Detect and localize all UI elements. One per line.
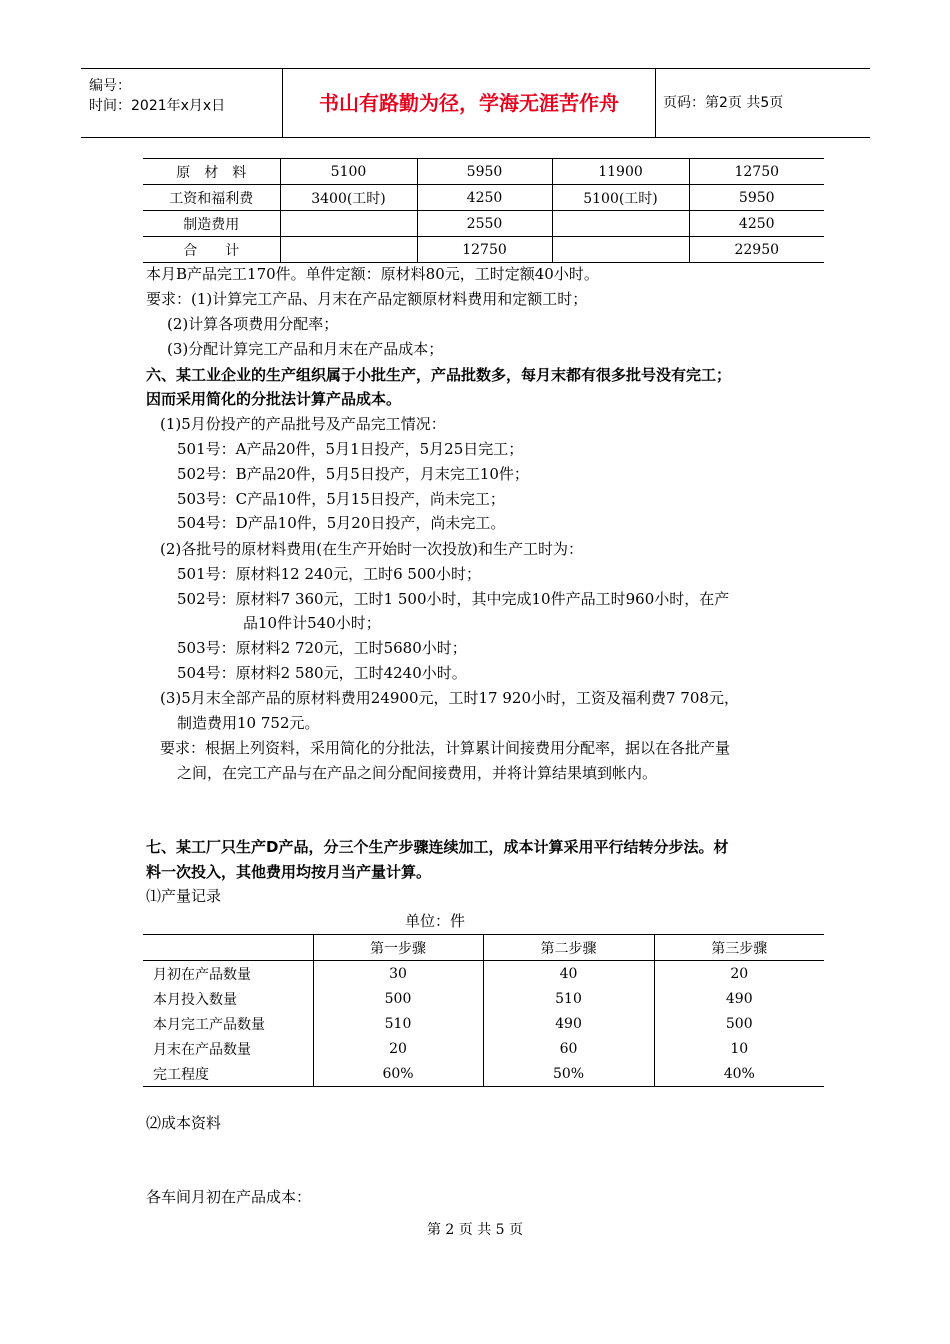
table-cell: 4250	[689, 211, 824, 237]
table-row	[143, 1036, 824, 1061]
table-header-cell: 第二步骤	[483, 935, 654, 961]
table-cell: 原 材 料	[143, 159, 280, 185]
text-line: 制造费用10 752元。	[177, 714, 320, 732]
table-cell: 40%	[654, 1061, 824, 1087]
table-cell: 11900	[552, 159, 689, 185]
doc-date-label: 时间：2021年x月x日	[89, 98, 226, 114]
text-line: (1)5月份投产的产品批号及产品完工情况：	[160, 415, 446, 433]
header-page-label: 页码：第2页 共5页	[663, 95, 784, 111]
text-line: ⑴产量记录	[146, 887, 222, 905]
table-cell: 12750	[689, 159, 824, 185]
table-row	[143, 986, 824, 1011]
table-cell: 本月完工产品数量	[143, 1011, 313, 1036]
text-line: 503号：C产品10件，5月15日投产，尚未完工；	[177, 490, 505, 508]
header-motto: 书山有路勤为径，学海无涯苦作舟	[283, 69, 656, 137]
table-cell: 5950	[689, 185, 824, 211]
table-row	[143, 1011, 824, 1036]
output-table	[143, 934, 824, 1087]
text-line: (3)分配计算完工产品和月末在产品成本；	[167, 340, 444, 358]
table-cell: 60%	[313, 1061, 483, 1087]
text-line: (2)计算各项费用分配率；	[167, 315, 339, 333]
table-header-cell: 第一步骤	[313, 935, 483, 961]
table-row	[143, 237, 824, 263]
table-header-cell: 第三步骤	[654, 935, 824, 961]
table-cell: 制造费用	[143, 211, 280, 237]
text-line: (2)各批号的原材料费用(在生产开始时一次投放)和生产工时为：	[160, 540, 583, 558]
text-line: 503号：原材料2 720元，工时5680小时；	[177, 639, 467, 657]
table-cell: 20	[730, 965, 749, 982]
text-line: 502号：原材料7 360元，工时1 500小时，其中完成10件产品工时960小时，在产	[177, 590, 730, 608]
table-cell: 月初在产品数量	[143, 961, 313, 987]
table-cell	[280, 211, 417, 237]
page-footer: 第 2 页 共 5 页	[426, 1222, 524, 1238]
table-header-cell	[143, 935, 313, 961]
table-row	[143, 159, 824, 185]
table-cell	[552, 211, 689, 237]
table-cell	[552, 237, 689, 263]
table-cell: 40	[483, 961, 654, 987]
text-line: 各车间月初在产品成本：	[146, 1188, 312, 1206]
table-cell: 500	[313, 986, 483, 1011]
text-line: 504号：D产品10件，5月20日投产，尚未完工。	[177, 514, 506, 532]
text-line: 要求：根据上列资料，采用简化的分批法，计算累计间接费用分配率，据以在各批产量	[160, 739, 731, 757]
table-cell: 12750	[417, 237, 552, 263]
table-cell: 工资和福利费	[143, 185, 280, 211]
section-title: 六、某工业企业的生产组织属于小批生产，产品批数多，每月末都有很多批号没有完工；	[146, 366, 732, 384]
page-header	[81, 68, 870, 138]
table-cell: 490	[483, 1011, 654, 1036]
text-line: 要求：(1)计算完工产品、月末在产品定额原材料费用和定额工时；	[146, 290, 588, 308]
table-cell: 4250	[417, 185, 552, 211]
table-row	[143, 961, 824, 987]
table-cell: 50%	[483, 1061, 654, 1087]
unit-label: 单位：件	[405, 912, 466, 930]
table-cell: 510	[483, 986, 654, 1011]
table-cell: 5100(工时)	[552, 185, 689, 211]
table-cell: 完工程度	[143, 1061, 313, 1087]
table-cell	[280, 237, 417, 263]
table-cell: 合 计	[143, 237, 280, 263]
section-title: 因而采用简化的分批法计算产品成本。	[146, 390, 402, 408]
table-cell: 本月投入数量	[143, 986, 313, 1011]
text-line: 品10件计540小时；	[243, 614, 381, 632]
text-line: 502号：B产品20件，5月5日投产，月末完工10件；	[177, 465, 529, 483]
section-title: 料一次投入，其他费用均按月当产量计算。	[146, 863, 432, 881]
table-cell: 20	[313, 1036, 483, 1061]
text-line: 504号：原材料2 580元，工时4240小时。	[177, 664, 467, 682]
cost-table	[143, 158, 824, 263]
section-title: 七、某工厂只生产D产品，分三个生产步骤连续加工，成本计算采用平行结转分步法。材	[146, 838, 729, 856]
table-cell: 510	[313, 1011, 483, 1036]
table-row	[143, 185, 824, 211]
text-line: ⑵成本资料	[146, 1114, 222, 1132]
text-line: 之间，在完工产品与在产品之间分配间接费用，并将计算结果填到帐内。	[177, 764, 658, 782]
text-line: 本月B产品完工170件。单件定额：原材料80元，工时定额40小时。	[146, 265, 599, 283]
text-line: 501号：原材料12 240元，工时6 500小时；	[177, 565, 482, 583]
table-cell: 60	[483, 1036, 654, 1061]
table-cell: 3400(工时)	[280, 185, 417, 211]
table-cell: 5100	[280, 159, 417, 185]
text-line: 501号：A产品20件，5月1日投产，5月25日完工；	[177, 440, 524, 458]
table-cell: 5950	[417, 159, 552, 185]
header-meta	[81, 69, 283, 137]
table-cell: 10	[730, 1040, 749, 1057]
table-row	[143, 1061, 824, 1087]
table-cell: 500	[725, 1015, 753, 1032]
table-row	[143, 211, 824, 237]
table-cell: 月末在产品数量	[143, 1036, 313, 1061]
doc-code-label: 编号：	[89, 78, 131, 94]
table-cell: 22950	[689, 237, 824, 263]
table-cell: 2550	[417, 211, 552, 237]
table-cell: 30	[313, 961, 483, 987]
text-line: (3)5月末全部产品的原材料费用24900元，工时17 920小时，工资及福利费7 708元，	[160, 689, 739, 707]
table-cell: 490	[725, 990, 753, 1007]
